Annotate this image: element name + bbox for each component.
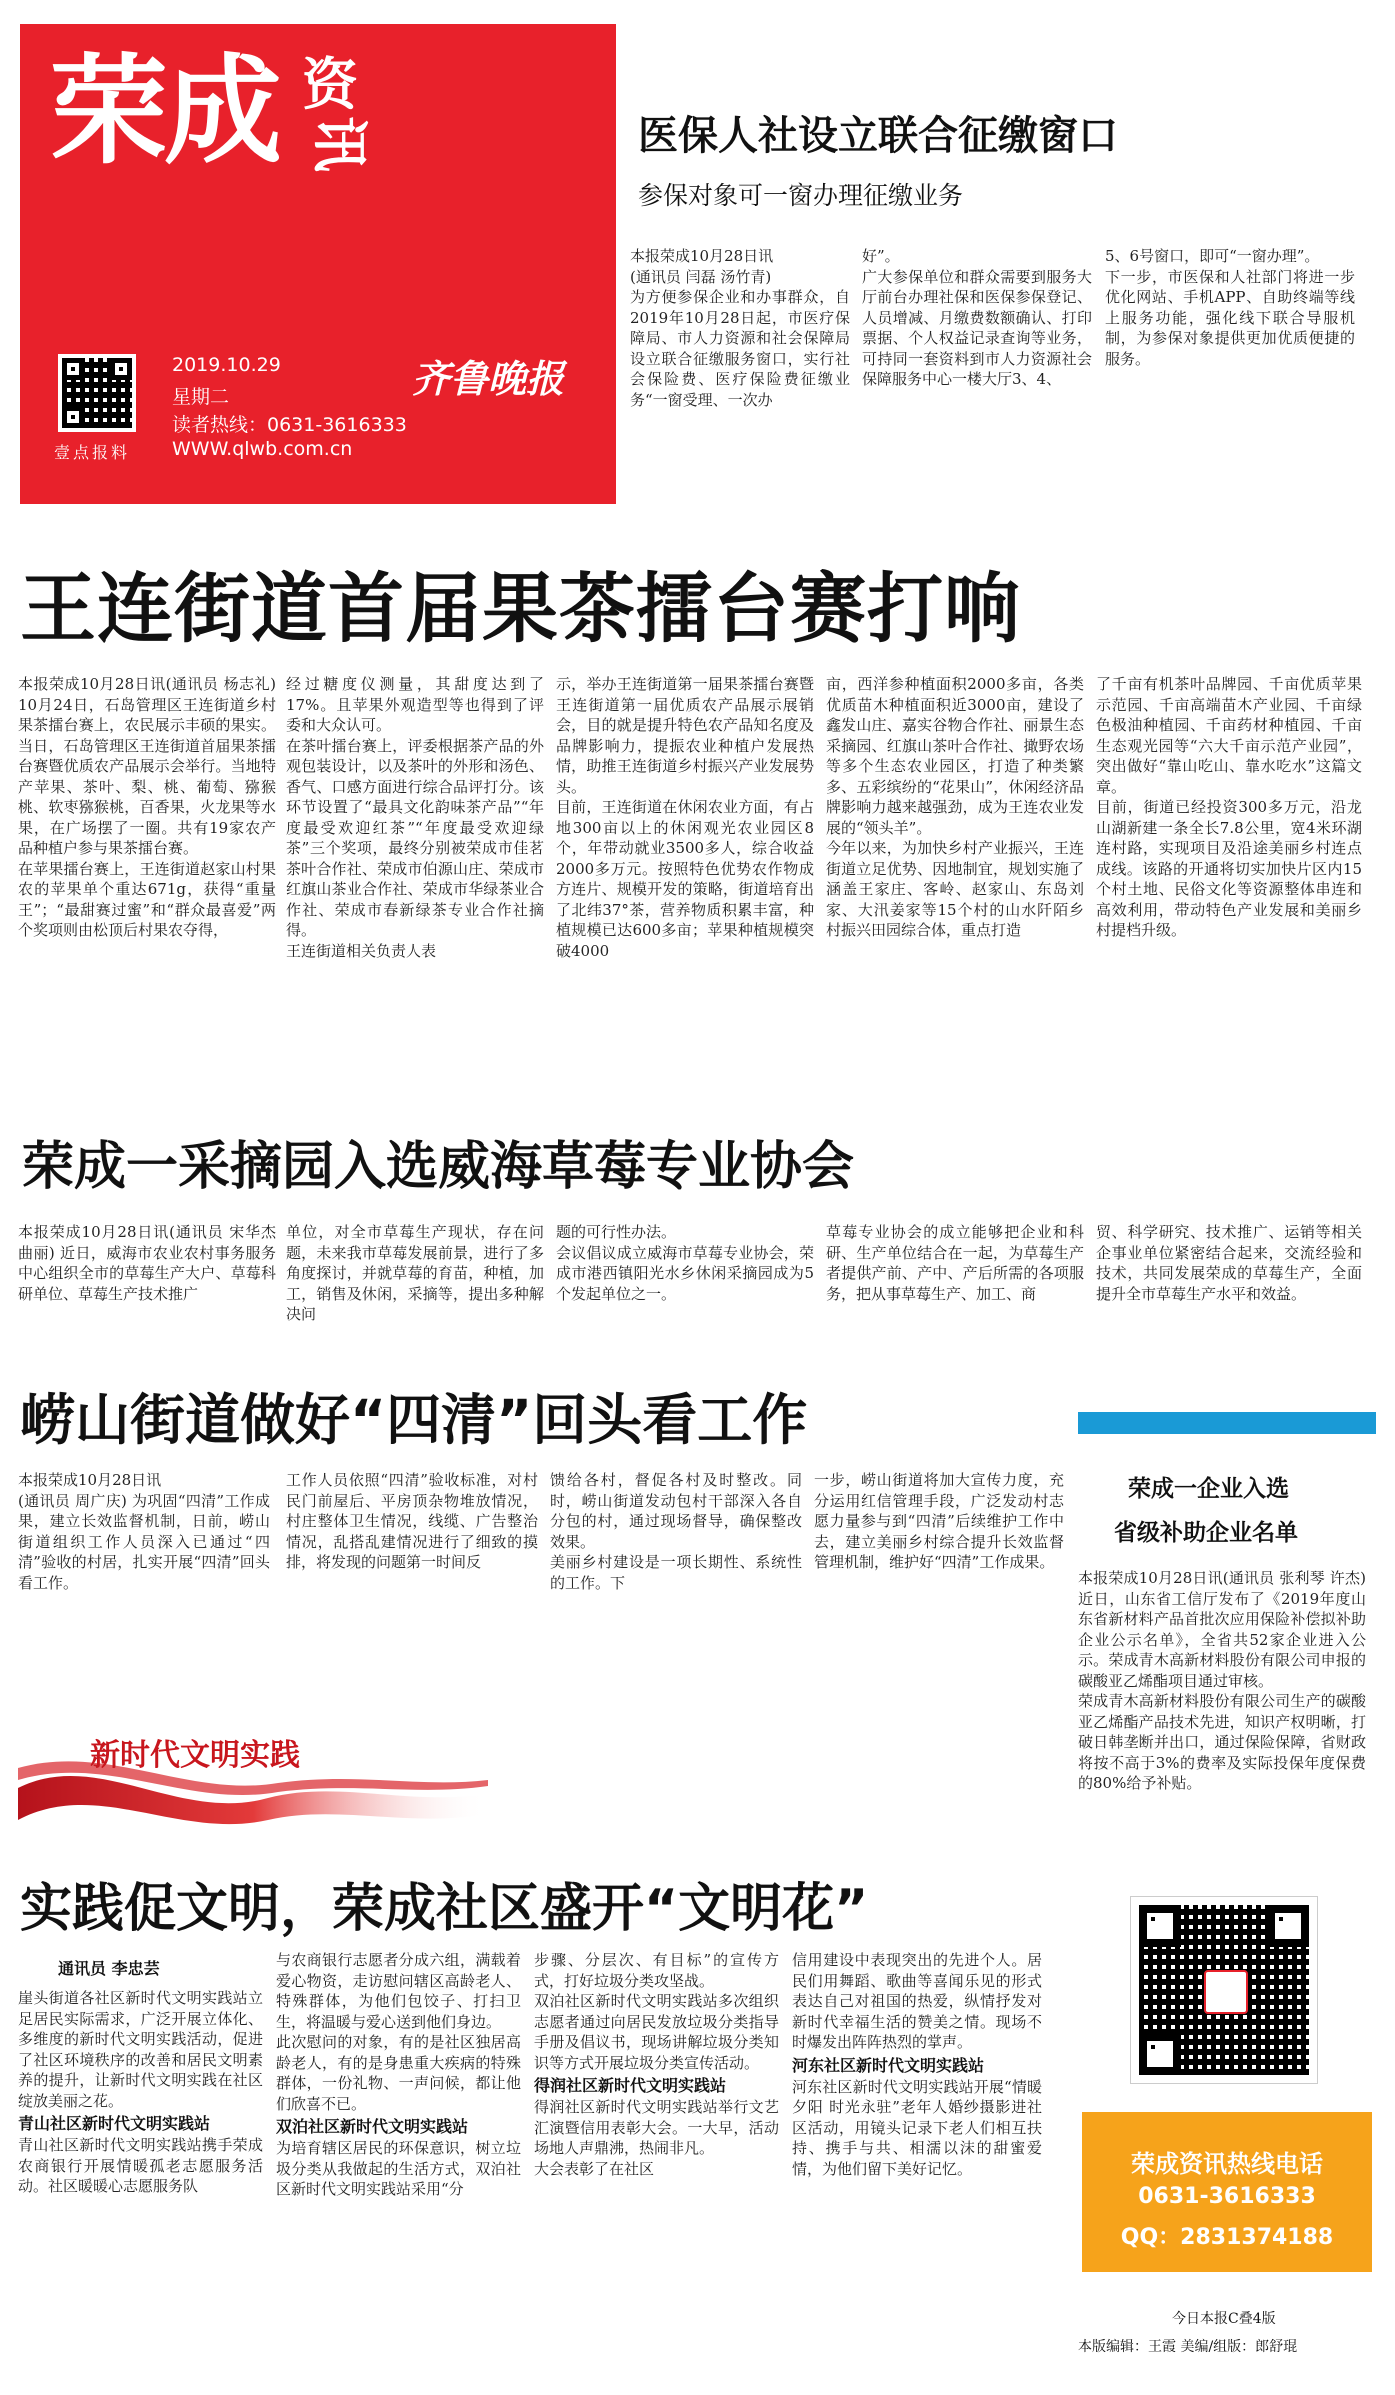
hotline-title: 荣成资讯热线电话 xyxy=(1131,2150,1323,2178)
banner-label: 新时代文明实践 xyxy=(90,1738,300,1773)
masthead-website[interactable]: WWW.qlwb.com.cn xyxy=(172,438,353,460)
lead-subhead: 参保对象可一窗办理征缴业务 xyxy=(638,181,964,210)
article4-headline: 崂山街道做好“四清”回头看工作 xyxy=(20,1388,808,1452)
article5-col-3-subhead: 得润社区新时代文明实践站 xyxy=(534,2076,727,2095)
article5-col-2: 与农商银行志愿者分成六组，满载着爱心物资，走访慰问辖区高龄老人、特殊群体，为他们包饺子、打扫卫生，将温暖与爱心送到他们身边。 此次慰问的对象，有的是社区独居高龄老人，有的是身患重大疾病的特殊群体，一份礼物、一声问候，都让他们欣喜不已。 xyxy=(276,1951,521,2113)
masthead-weekday: 星期二 xyxy=(172,386,230,408)
article5-col-3-end: 得润社区新时代文明实践站举行文艺汇演暨信用表彰大会。一大早，活动场地人声鼎沸，热闹非凡。 大会表彰了在社区 xyxy=(534,2098,779,2178)
lead-col-3: 5、6号窗口，即可“一窗办理”。 下一步，市医保和人社部门将进一步优化网站、手机APP、自助终端等线上服务功能，强化线下联合导服机制，为参保对象提供更加优质便捷的服务。 xyxy=(1105,247,1355,368)
sidebar-headline-line-2: 省级补助企业名单 xyxy=(1114,1520,1298,1546)
masthead-title-side-2: 讯 xyxy=(306,116,371,172)
masthead-hotline: 读者热线：0631-3616333 xyxy=(172,414,407,436)
article4-col-4: 一步，崂山街道将加大宣传力度，充分运用红信管理手段，广泛发动村志愿力量参与到“四清”后续维护工作中去，建立美丽乡村综合提升长效监督管理机制，维护好“四清”工作成果。 xyxy=(814,1471,1064,1571)
article3-col-5: 贸、科学研究、技术推广、运销等相关企事业单位紧密结合起来，交流经验和技术，共同发展荣成的草莓生产，全面提升全市草莓生产水平和效益。 xyxy=(1096,1223,1362,1303)
article3-headline: 荣成一采摘园入选威海草莓专业协会 xyxy=(22,1137,855,1197)
lead-headline: 医保人社设立联合征缴窗口 xyxy=(638,113,1118,159)
hotline-phone: 0631-3616333 xyxy=(1138,2184,1316,2209)
article2-headline: 王连街道首届果茶擂台赛打响 xyxy=(20,564,1021,653)
sidebar-accent-bar xyxy=(1078,1412,1376,1434)
article5-col-2-wrap xyxy=(276,1950,521,2200)
article2-col-1: 本报荣成10月28日讯(通讯员 杨志礼) 10月24日，石岛管理区王连街道乡村果茶擂台赛上，农民展示丰硕的果实。当日，石岛管理区王连街道首届果茶擂台赛暨优质农产品展示会举行。当地特产苹果、茶叶、梨、桃、葡萄、猕猴桃、软枣猕猴桃，百香果，火龙果等水果，在广场摆了一圈。共有19家农产品种植户参与果茶擂台赛。 在苹果擂台赛上，王连街道赵家山村果农的苹果单个重达671g，获得“重量王”；“最甜赛过蜜”和“群众最喜爱”两个奖项则由松顶后村果农夺得， xyxy=(18,675,276,939)
article5-col-2-end: 为培育辖区居民的环保意识，树立垃圾分类从我做起的生活方式，双泊社区新时代文明实践站采用“分 xyxy=(276,2139,521,2198)
masthead xyxy=(20,24,616,504)
lead-col-2: 好”。 广大参保单位和群众需要到服务大厅前台办理社保和医保参保登记、人员增减、月缴费数额确认、打印票据、个人权益记录查询等业务，可持同一套资料到市人力资源社会保障服务中心一楼大厅3、4、 xyxy=(862,247,1092,388)
footer-today: 今日本报C叠4版 xyxy=(1172,2311,1276,2327)
masthead-qr-caption: 壹点报料 xyxy=(54,443,131,462)
article5-col-1-wrap xyxy=(18,1988,263,2197)
article5-col-2-subhead: 双泊社区新时代文明实践站 xyxy=(276,2117,469,2136)
article4-col-1: 本报荣成10月28日讯 (通讯员 周广庆) 为巩固“四清”工作成果，建立长效监督机制，日前，崂山街道组织工作人员深入已通过“四清”验收的村居，扎实开展“四清”回头看工作。 xyxy=(18,1471,270,1592)
lead-col-1: 本报荣成10月28日讯 (通讯员 闫磊 汤竹青) 为方便参保企业和办事群众，自2019年10月28日起，市医疗保障局、市人力资源和社会保障局设立联合征缴服务窗口，实行社会保险费、医疗保险费征缴业务“一窗受理、一次办 xyxy=(630,247,850,409)
article4-col-3: 馈给各村，督促各村及时整改。同时，崂山街道发动包村干部深入各自分包的村，通过现场督导，确保整改效果。 美丽乡村建设是一项长期性、系统性的工作。下 xyxy=(550,1471,802,1592)
article5-col-3: 步骤、分层次、有目标”的宣传方式，打好垃圾分类攻坚战。 双泊社区新时代文明实践站多次组织志愿者通过向居民发放垃圾分类指导手册及倡议书，现场讲解垃圾分类知识等方式开展垃圾分类宣传活动。 xyxy=(534,1951,779,2072)
sidebar-body: 本报荣成10月28日讯(通讯员 张利琴 许杰) 近日，山东省工信厅发布了《2019年度山东省新材料产品首批次应用保险补偿拟补助企业公示名单》，全省共52家企业进入公示。荣成青木高新材料股份有限公司申报的碳酸亚乙烯酯项目通过审核。 荣成青木高新材料股份有限公司生产的碳酸亚乙烯酯产品技术先进，知识产权明晰，打破日韩垄断并出口，通过保险保障，省财政将按不高于3%的费率及实际投保年度保费的80%给予补贴。 xyxy=(1078,1569,1366,1792)
masthead-title-main: 荣成 xyxy=(50,42,279,180)
hotline-qr-code[interactable] xyxy=(1130,1896,1318,2084)
article5-col-1-subhead: 青山社区新时代文明实践站 xyxy=(18,2114,211,2133)
hotline-qq: QQ：2831374188 xyxy=(1120,2225,1334,2250)
article5-col-1-end: 青山社区新时代文明实践站携手荣成农商银行开展情暖孤老志愿服务活动。社区暖暖心志愿服务队 xyxy=(18,2136,263,2195)
article2-col-2: 经过糖度仪测量，其甜度达到了17%。且苹果外观造型等也得到了评委和大众认可。 在茶叶擂台赛上，评委根据茶产品的外观包装设计，以及茶叶的外形和汤色、香气、口感方面进行综合品评打分。该环节设置了“最具文化韵味茶产品”“年度最受欢迎红茶”“年度最受欢迎绿茶”三个奖项，最终分别被荣成市佳茗茶叶合作社、荣成市伯源山庄、荣成市红旗山茶业合作社、荣成市华绿茶业合作社、荣成市春新绿茶专业合作社摘得。 王连街道相关负责人表 xyxy=(286,675,544,960)
article3-col-1: 本报荣成10月28日讯(通讯员 宋华杰 曲丽) 近日，威海市农业农村事务服务中心组织全市的草莓生产大户、草莓科研单位、草莓生产技术推广 xyxy=(18,1223,276,1303)
sidebar-headline-line-1: 荣成一企业入选 xyxy=(1128,1476,1289,1502)
masthead-title-side-1: 资 xyxy=(302,53,358,118)
article5-headline: 实践促文明，荣成社区盛开“文明花” xyxy=(20,1879,869,1939)
article2-col-3: 示，举办王连街道第一届果茶擂台赛暨王连街道第一届优质农产品展示展销会，目的就是提升特色农产品知名度及品牌影响力，提振农业种植户发展热情，助推王连街道乡村振兴产业发展势头。 目前，王连街道在休闲农业方面，有占地300亩以上的休闲观光农业园区8个，年带动就业3500多人，综合收益2000多万元。按照特色优势农作物成方连片、规模开发的策略，街道培育出了北纬37°茶，营养物质积累丰富，种植规模已达600多亩；苹果种植规模突破4000 xyxy=(556,675,814,960)
masthead-paper-name: 齐鲁晚报 xyxy=(412,356,565,401)
article5-col-4-end: 河东社区新时代文明实践站开展“情暖夕阳 时光永驻”老年人婚纱摄影进社区活动，用镜头记录下老人们相互扶持、携手与共、相濡以沫的甜蜜爱情，为他们留下美好记忆。 xyxy=(792,2077,1042,2178)
article5-col-4-subhead: 河东社区新时代文明实践站 xyxy=(792,2055,985,2075)
article2-col-4: 亩，西洋参种植面积2000多亩，各类优质苗木种植面积近3000亩，建设了鑫发山庄、嘉实谷物合作社、丽景生态采摘园、红旗山茶叶合作社、撖野农场等多个生态农业园区，打造了种类繁多、五彩缤纷的“花果山”，休闲经济品牌影响力越来越强劲，成为王连农业发展的“领头羊”。 今年以来，为加快乡村产业振兴，王连街道立足优势、因地制宜，规划实施了涵盖王家庄、客岭、赵家山、东岛刘家、大汛姜家等15个村的山水阡陌乡村振兴田园综合体，重点打造 xyxy=(826,675,1084,939)
article4-col-2: 工作人员依照“四清”验收标准，对村民门前屋后、平房顶杂物堆放情况，村庄整体卫生情况，线缆、广告整治情况，乱搭乱建情况进行了细致的摸排，将发现的问题第一时间反 xyxy=(286,1471,538,1571)
hotline-box xyxy=(1082,2112,1372,2272)
article5-col-4: 信用建设中表现突出的先进个人。居民们用舞蹈、歌曲等喜闻乐见的形式表达自己对祖国的热爱，纵情抒发对新时代幸福生活的赞美之情。现场不时爆发出阵阵热烈的掌声。 xyxy=(792,1951,1042,2051)
article3-col-4: 草莓专业协会的成立能够把企业和科研、生产单位结合在一起，为草莓生产者提供产前、产中、产后所需的各项服务，把从事草莓生产、加工、商 xyxy=(826,1223,1084,1303)
footer-editors: 本版编辑：王霞 美编/组版：郎舒琨 xyxy=(1078,2339,1298,2355)
article5-col-3-wrap xyxy=(534,1950,779,2179)
hotline-qr-logo xyxy=(1204,1970,1248,2014)
article5-author: 通讯员 李忠芸 xyxy=(58,1959,160,1978)
article2-col-5: 了千亩有机茶叶品牌园、千亩优质苹果示范园、千亩高端苗木产业园、千亩绿色极油种植园、千亩药材种植园、千亩生态观光园等“六大千亩示范产业园”，突出做好“靠山吃山、靠水吃水”这篇文章。 目前，街道已经投资300多万元，沿龙山湖新建一条全长7.8公里，宽4米环湖连村路，实现项目及沿途美丽乡村连点成线。该路的开通将切实加快片区内15个村土地、民俗文化等资源整体串连和高效利用，带动特色产业发展和美丽乡村提档升级。 xyxy=(1096,675,1362,939)
masthead-qr-code[interactable] xyxy=(58,354,136,432)
masthead-date: 2019.10.29 xyxy=(172,354,281,376)
article5-col-4-wrap xyxy=(792,1950,1042,2179)
article3-col-3: 题的可行性办法。 会议倡议成立威海市草莓专业协会，荣成市港西镇阳光水乡休闲采摘园成为5个发起单位之一。 xyxy=(556,1223,814,1303)
article3-col-2: 单位，对全市草莓生产现状，存在问题，未来我市草莓发展前景，进行了多角度探讨，并就草莓的育苗，种植，加工，销售及休闲，采摘等，提出多种解决问 xyxy=(286,1223,544,1323)
article5-col-1: 崖头街道各社区新时代文明实践站立足居民实际需求，广泛开展立体化、多维度的新时代文明实践活动，促进了社区环境秩序的改善和居民文明素养的提升，让新时代文明实践在社区绽放美丽之花。 xyxy=(18,1989,263,2110)
